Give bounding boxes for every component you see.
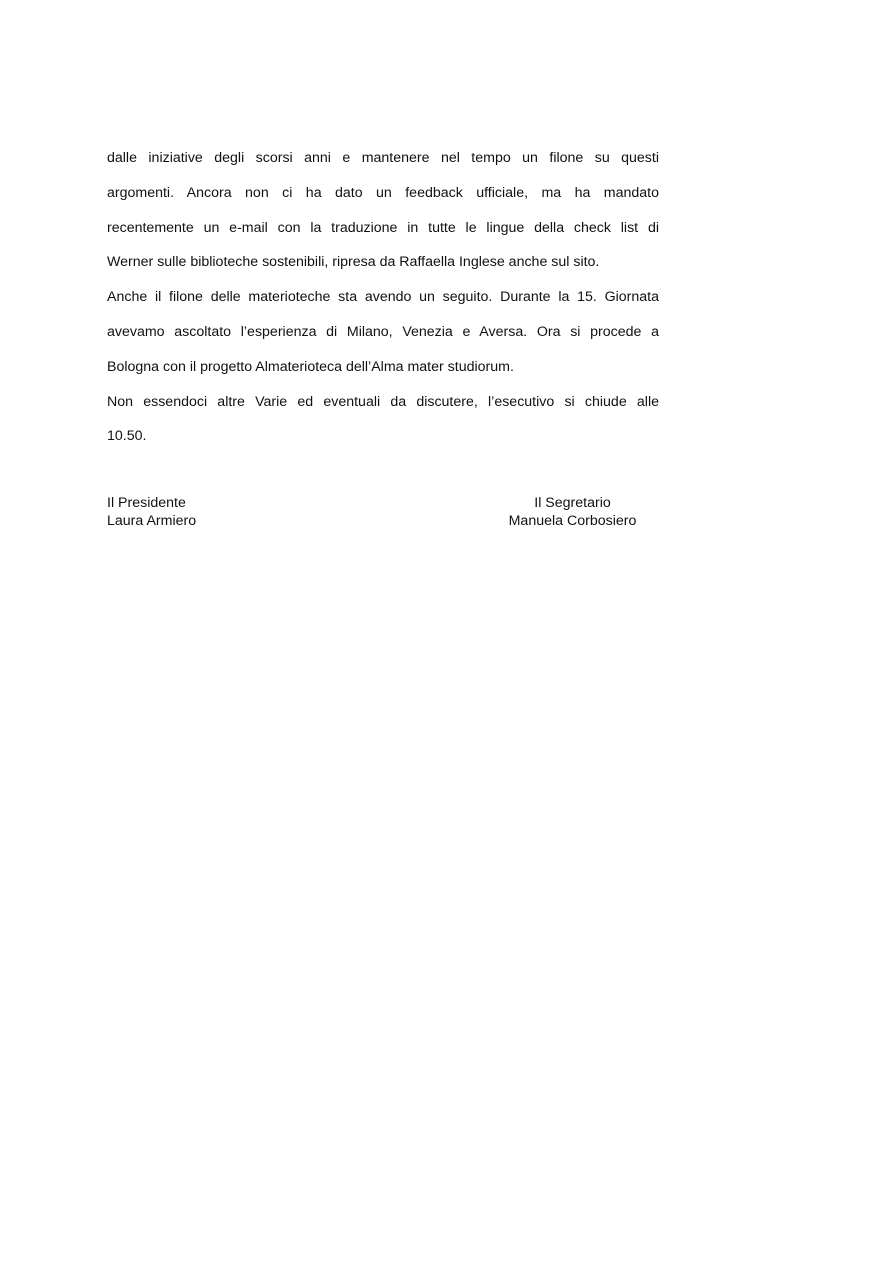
text-line: Non essendoci altre Varie ed eventuali da discutere, l’esecutivo si chiude alle [107, 393, 659, 410]
paragraph-3 [107, 389, 659, 459]
text-line: 10.50. [107, 428, 147, 445]
text-line: recentemente un e-mail con la traduzione in tutte le lingue della check list di [107, 219, 659, 236]
signature-secretary [505, 495, 640, 530]
text-line: argomenti. Ancora non ci ha dato un feedback ufficiale, ma ha mandato [107, 184, 659, 201]
text-line: Werner sulle biblioteche sostenibili, ripresa da Raffaella Inglese anche sul sito. [107, 254, 600, 271]
signature-name: Laura Armiero [107, 512, 197, 529]
paragraph-1 [107, 145, 659, 284]
text-line: dalle iniziative degli scorsi anni e mantenere nel tempo un filone su questi [107, 150, 659, 166]
signature-name: Manuela Corbosiero [508, 512, 637, 529]
signature-role: Il Segretario [534, 495, 611, 511]
signature-president [107, 495, 196, 530]
text-line: Bologna con il progetto Almaterioteca dell’Alma mater studiorum. [107, 358, 514, 375]
paragraph-2 [107, 284, 659, 388]
text-line: avevamo ascoltato l’esperienza di Milano, Venezia e Aversa. Ora si procede a [107, 323, 659, 340]
signature-role: Il Presidente [107, 495, 186, 511]
text-line: Anche il filone delle materioteche sta avendo un seguito. Durante la 15. Giornata [107, 289, 659, 306]
minutes-body [107, 145, 659, 458]
